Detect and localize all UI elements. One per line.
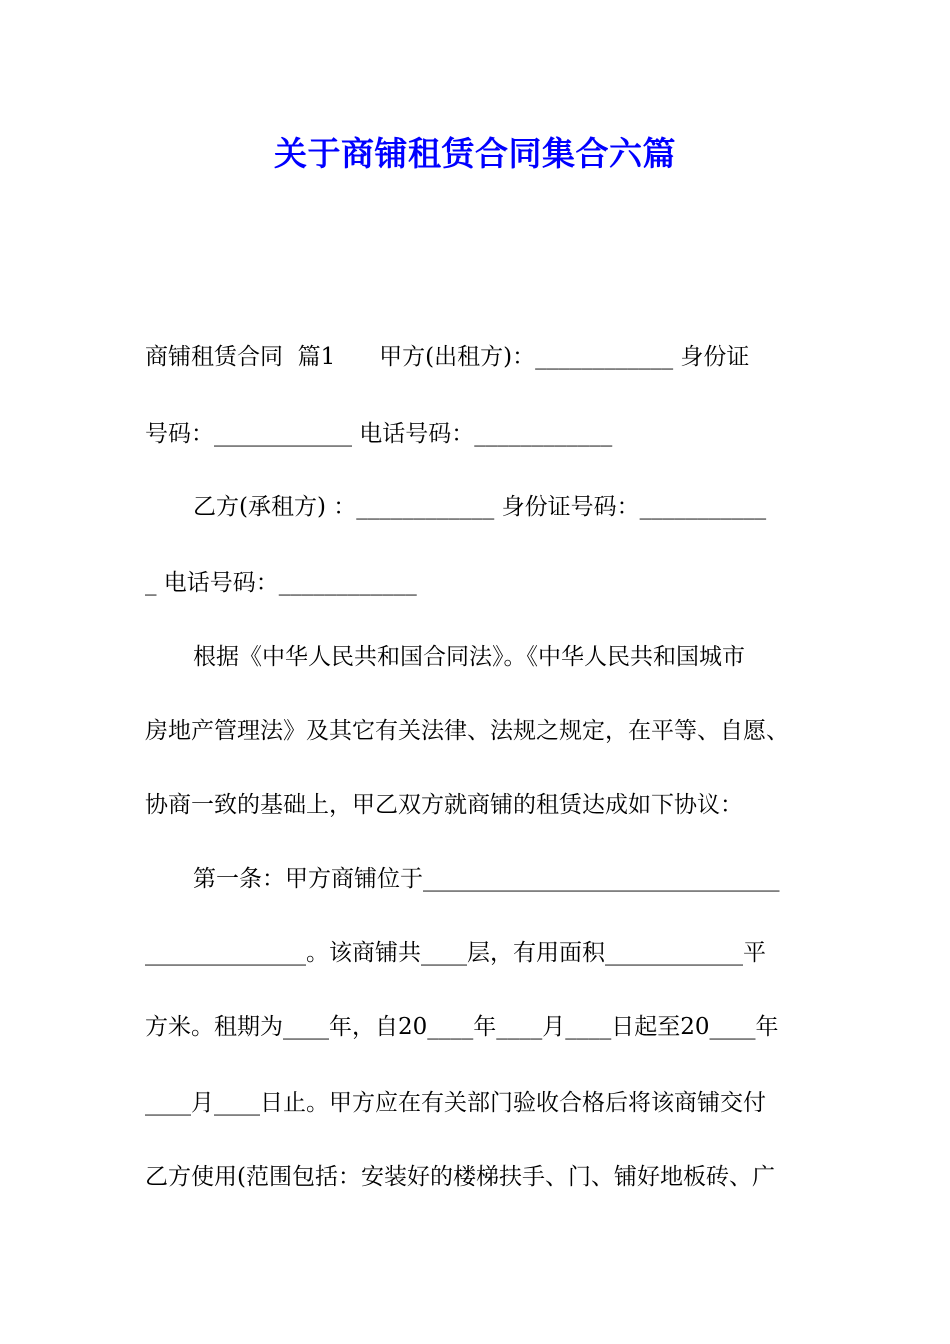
- text-line-4: _ 电话号码：____________: [145, 570, 417, 596]
- text-line-2: 号码：____________ 电话号码：____________: [145, 421, 613, 447]
- text-line-7: 协商一致的基础上，甲乙双方就商铺的租赁达成如下协议：: [145, 792, 743, 818]
- text-line-8: 第一条：甲方商铺位于_______________________________: [193, 866, 780, 892]
- document-title: 关于商铺租赁合同集合六篇: [274, 134, 676, 173]
- text-line-10: 方米。租期为____年，自20____年____月____日起至20____年: [145, 1014, 779, 1040]
- text-line-9: ______________。该商铺共____层，有用面积____________平: [145, 940, 766, 966]
- text-line-5: 根据《中华人民共和国合同法》。《中华人民共和国城市: [193, 644, 745, 670]
- text-line-6: 房地产管理法》及其它有关法律、法规之规定，在平等、自愿、: [145, 718, 789, 744]
- text-line-1: 商铺租赁合同 篇1 甲方(出租方)：____________ 身份证: [145, 344, 750, 370]
- text-line-12: 乙方使用(范围包括：安装好的楼梯扶手、门、铺好地板砖、广: [145, 1164, 775, 1190]
- text-line-3: 乙方(承租方) ：____________ 身份证号码：___________: [193, 494, 767, 520]
- text-line-11: ____月____日止。甲方应在有关部门验收合格后将该商铺交付: [145, 1090, 766, 1116]
